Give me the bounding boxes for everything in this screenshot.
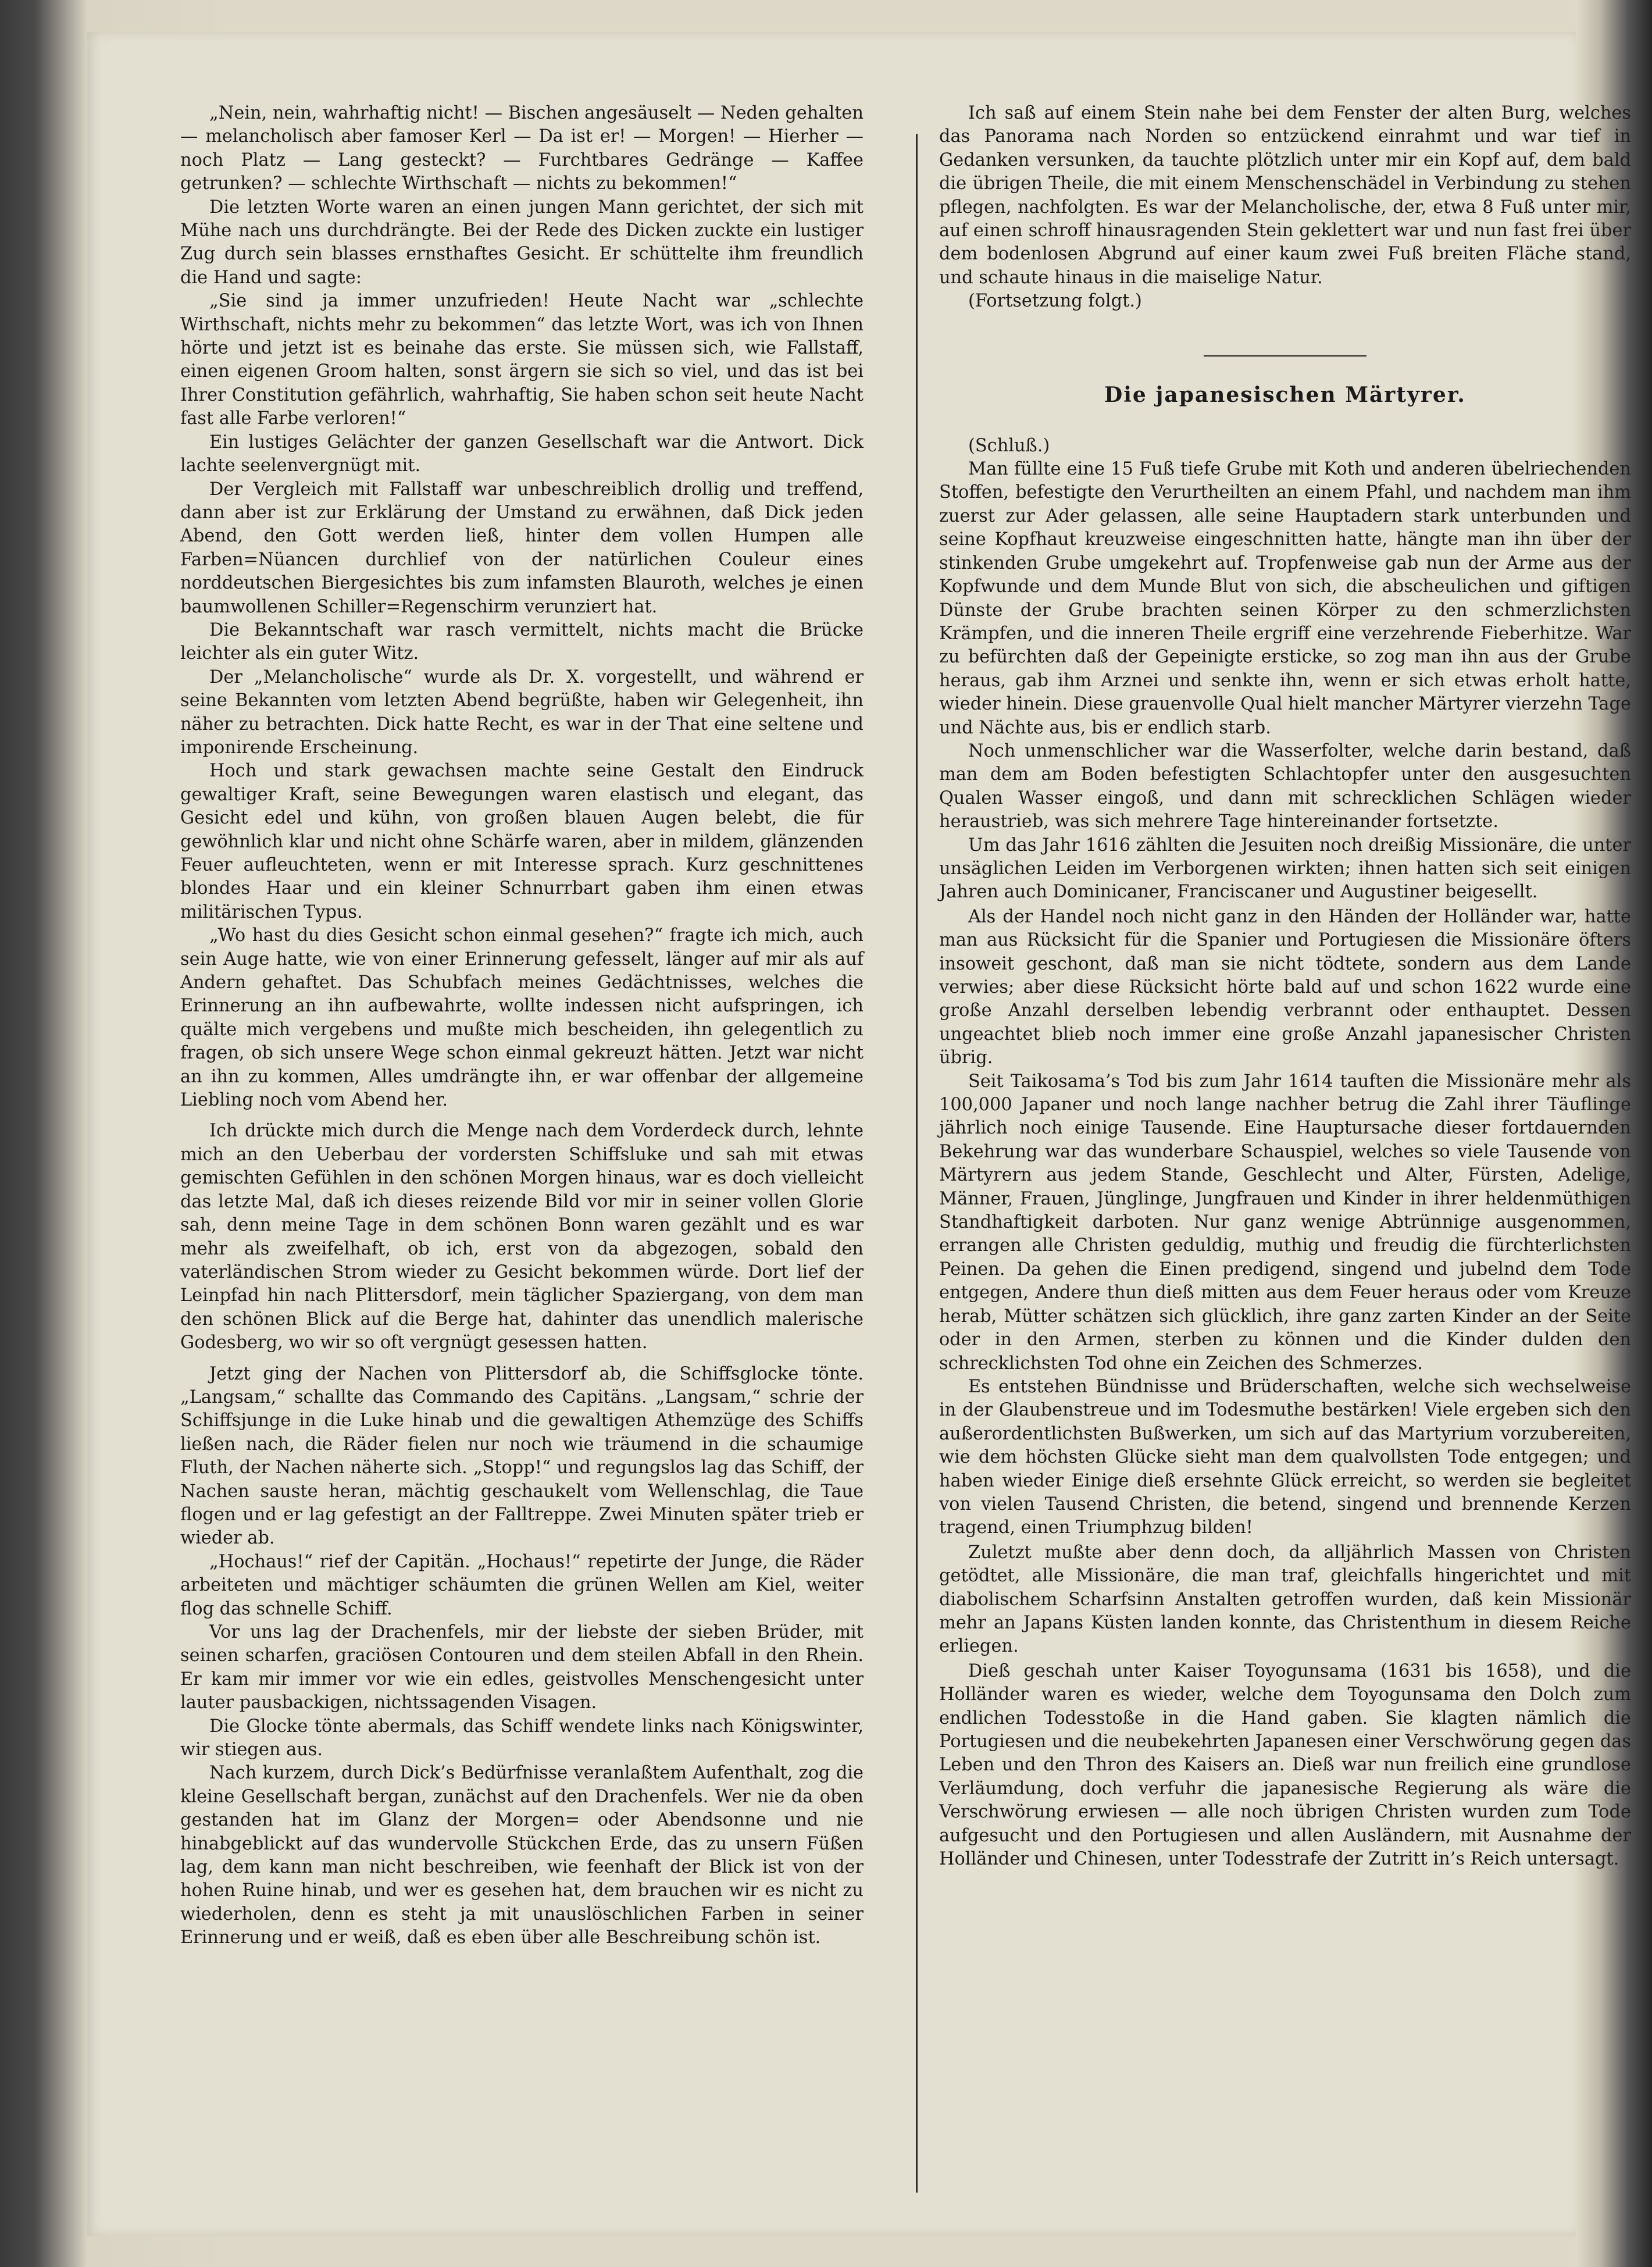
story-paragraph: Die Glocke tönte abermals, das Schiff wendete links nach Königswinter, wir stiegen aus. (180, 1716, 864, 1760)
story-paragraph: Jetzt ging der Nachen von Plittersdorf ab, die Schiffsglocke tönte. „Langsam,“ schallte das Commando des Capitäns. „Langsam,“ schrie der Schiffsjunge in die Luke hinab und die gewaltigen Athemzüge des Schiffs ließen nach, die Räder fielen nur noch wie träumend in die schaumige Fluth, der Nachen näherte sich. „Stopp!“ und regungslos lag das Schiff, der Nachen sauste heran, mächtig geschaukelt vom Wellenschlag, die Taue flogen und er lag gefestigt an der Falltreppe. Zwei Minuten später trieb er wieder ab. (180, 1363, 864, 1549)
article-title: Die japanesischen Märtyrer. (1104, 382, 1466, 407)
story-paragraph: Nach kurzem, durch Dick’s Bedürfnisse veranlaßtem Aufenthalt, zog die kleine Gesellschaft bergan, zunächst auf den Drachenfels. Wer nie da oben gestanden hat im Glanz der Morgen= oder Abendsonne und nie hinabgeblickt auf das wundervolle Stückchen Erde, das zu unsern Füßen lag, dem kann man nicht beschreiben, wie feenhaft der Blick ist von der hohen Ruine hinab, und wer es gesehen hat, dem brauchen wir es nicht zu wiederholen, denn es steht ja mit unauslöschlichen Farben in seiner Erinnerung und er weiß, daß es eben über alle Beschreibung schön ist. (180, 1763, 864, 1948)
article-paragraph: Dieß geschah unter Kaiser Toyogunsama (1631 bis 1658), und die Holländer waren es wieder, welche dem Toyogunsama den Dolch zum endlichen Todesstoße in die Hand gaben. Sie klagten nämlich die Portugiesen und die neubekehrten Japanesen einer Verschwörung gegen das Leben und den Thron des Kaisers an. Dieß war nun freilich eine grundlose Verläumdung, doch verfuhr die japanesische Regierung als wäre die Verschwörung erwiesen — alle noch übrigen Christen wurden zum Tode aufgesucht und den Portugiesen und allen Ausländern, mit Ausnahme der Holländer und Chinesen, unter Todesstrafe der Zutritt in’s Reich untersagt. (939, 1660, 1631, 1870)
article-paragraph: Um das Jahr 1616 zählten die Jesuiten noch dreißig Missionäre, die unter unsäglichen Leiden im Verborgenen wirkten; ihnen hatten sich seit einigen Jahren auch Dominicaner, Franciscaner und Augustiner beigesellt. (939, 835, 1631, 903)
article-subtitle: (Schluß.) (968, 435, 1050, 456)
section-separator (1204, 355, 1366, 357)
story-paragraph: „Nein, nein, wahrhaftig nicht! — Bischen angesäuselt — Neden gehalten — melancholisch aber famoser Kerl — Da ist er! — Morgen! — Hierher — noch Platz — Lang gesteckt? — Furchtbares Gedränge — Kaffee getrunken? — schlechte Wirthschaft — nichts zu bekommen!“ (180, 103, 864, 194)
story-paragraph: Ich saß auf einem Stein nahe bei dem Fenster der alten Burg, welches das Panorama nach Norden so entzückend einrahmt und war tief in Gedanken versunken, da tauchte plötzlich unter mir ein Kopf auf, dem bald die übrigen Theile, die mit einem Menschenschädel in Verbindung zu stehen pflegen, nachfolgten. Es war der Melancholische, der, etwa 8 Fuß unter mir, auf einen schroff hinausragenden Stein geklettert war und nun fast frei über dem bodenlosen Abgrund auf einer kaum zwei Fuß breiten Fläche stand, und schaute hinaus in die maiselige Natur. (939, 103, 1631, 288)
article-paragraph: Es entstehen Bündnisse und Brüderschaften, welche sich wechselweise in der Glaubenstreue und im Todesmuthe bestärken! Viele ergeben sich den außerordentlichsten Bußwerken, um sich auf das Martyrium vorzubereiten, wie dem höchsten Glücke sieht man dem qualvollsten Tode entgegen; und haben wieder Einige dieß ersehnte Glück erreicht, so werden sie begleitet von vielen Tausend Christen, die betend, singend und brennende Kerzen tragend, einen Triumphzug bilden! (939, 1376, 1631, 1538)
article-body (939, 458, 1631, 1871)
article-paragraph: Zuletzt mußte aber denn doch, da alljährlich Massen von Christen getödtet, alle Missionäre, die man traf, gleichfalls hingerichtet und mit diabolischem Scharfsinn Anstalten getroffen wurden, daß kein Missionär mehr an Japans Küsten landen konnte, das Christenthum in diesem Reiche erliegen. (939, 1542, 1631, 1657)
story-paragraph: Die Bekanntschaft war rasch vermittelt, nichts macht die Brücke leichter als ein guter Witz. (180, 619, 864, 664)
continuation-note: (Fortsetzung folgt.) (968, 291, 1142, 312)
story-paragraph: Ich drückte mich durch die Menge nach dem Vorderdeck durch, lehnte mich an den Ueberbau der vordersten Schiffsluke und sah mit etwas gemischten Gefühlen in den schönen Morgen hinaus, war es doch vielleicht das letzte Mal, daß ich dieses reizende Bild vor mir in seiner vollen Glorie sah, denn meine Tage in dem schönen Bonn waren gezählt und es war mehr als zweifelhaft, ob ich, erst von da abgezogen, sobald den vaterländischen Strom wieder zu Gesicht bekommen würde. Dort lief der Leinpfad hin nach Plittersdorf, mein täglicher Spaziergang, von dem man den schönen Blick auf die Berge hat, dahinter das unendlich malerische Godesberg, wo wir so oft vergnügt gesessen hatten. (180, 1121, 864, 1353)
left-column (180, 102, 864, 1950)
story-paragraph: Der „Melancholische“ wurde als Dr. X. vorgestellt, und während er seine Bekannten vom letzten Abend begrüßte, haben wir Gelegenheit, ihn näher zu betrachten. Dick hatte Recht, es war in der That eine seltene und imponirende Erscheinung. (180, 666, 864, 758)
article-paragraph: Als der Handel noch nicht ganz in den Händen der Holländer war, hatte man aus Rücksicht für die Spanier und Portugiesen die Missionäre öfters insoweit geschont, daß man sie nicht tödtete, sondern aus dem Lande verwies; aber diese Rücksicht hörte bald auf und schon 1622 wurde eine große Anzahl derselben lebendig verbrannt oder enthauptet. Dessen ungeachtet blieb noch immer eine große Anzahl japanesischer Christen übrig. (939, 906, 1631, 1068)
story-paragraph: Hoch und stark gewachsen machte seine Gestalt den Eindruck gewaltiger Kraft, seine Bewegungen waren elastisch und elegant, das Gesicht edel und kühn, von großen blauen Augen belebt, die für gewöhnlich klar und nicht ohne Schärfe waren, aber in mildem, glänzenden Feuer aufleuchteten, wenn er mit Interesse sprach. Kurz geschnittenes blondes Haar und ein kleiner Schnurrbart gaben ihm einen etwas militärischen Typus. (180, 761, 864, 922)
right-column (939, 102, 1631, 1871)
article-paragraph: Noch unmenschlicher war die Wasserfolter, welche darin bestand, daß man dem am Boden befestigten Schlachtopfer unter den ausgesuchten Qualen Wasser eingoß, und dann mit schrecklichen Schlägen wieder heraustrieb, was sich mehrere Tage hintereinander fortsetzte. (939, 740, 1631, 832)
column-divider (916, 134, 918, 2193)
article-paragraph: Seit Taikosama’s Tod bis zum Jahr 1614 tauften die Missionäre mehr als 100,000 Japaner und noch lange nachher betrug die Zahl ihrer Täuflinge jährlich noch einige Tausende. Eine Hauptursache dieser fortdauernden Bekehrung war das wunderbare Schauspiel, welches so viele Tausende von Märtyrern aus jedem Stande, Geschlecht und Alter, Fürsten, Adelige, Männer, Frauen, Jünglinge, Jungfrauen und Kinder in ihrer heldenmüthigen Standhaftigkeit darboten. Nur ganz wenige Abtrünnige ausgenommen, errangen alle Christen geduldig, muthig und freudig die fürchterlichsten Peinen. Da gehen die Einen predigend, singend und jubelnd dem Tode entgegen, Andere thun dieß mitten aus dem Feuer heraus oder vom Kreuze herab, Mütter schätzen sich glücklich, ihre ganz zarten Kinder an der Seite oder in den Armen, sterben zu können und die Kinder dulden den schrecklichsten Tod ohne ein Zeichen des Schmerzes. (939, 1071, 1631, 1374)
story-paragraph: Der Vergleich mit Fallstaff war unbeschreiblich drollig und treffend, dann aber ist zur Erklärung der Umstand zu erwähnen, daß Dick jeden Abend, den Gott werden ließ, hinter dem vollen Humpen alle Farben=Nüancen durchlief von der natürlichen Couleur eines norddeutschen Biergesichtes bis zum infamsten Blauroth, welches je einen baumwollenen Schiller=Regenschirm verunziert hat. (180, 479, 864, 617)
article-paragraph: Man füllte eine 15 Fuß tiefe Grube mit Koth und anderen übelriechenden Stoffen, befestigte den Verurtheilten an einem Pfahl, und nachdem man ihm zuerst zur Ader gelassen, alle seine Hauptadern stark unterbunden und seine Kopfhaut kreuzweise eingeschnitten hatte, hängte man ihn über der stinkenden Grube umgekehrt auf. Tropfenweise gab nun der Arme aus der Kopfwunde und dem Munde Blut von sich, die abscheulichen und giftigen Dünste der Grube brachten seinen Körper zu den schmerzlichsten Krämpfen, und die inneren Theile ergriff eine verzehrende Fieberhitze. War zu befürchten daß der Gepeinigte ersticke, so zog man ihn aus der Grube heraus, gab ihm Arznei und senkte ihn, wenn er sich etwas erholt hatte, wieder hinein. Diese grauenvolle Qual hielt mancher Märtyrer vierzehn Tage und Nächte aus, bis er endlich starb. (939, 459, 1631, 738)
story-paragraph: Ein lustiges Gelächter der ganzen Gesellschaft war die Antwort. Dick lachte seelenvergnügt mit. (180, 432, 864, 476)
story-paragraph: „Sie sind ja immer unzufrieden! Heute Nacht war „schlechte Wirthschaft, nichts mehr zu bekommen“ das letzte Wort, was ich von Ihnen hörte und jetzt ist es beinahe das erste. Sie müssen sich, wie Fallstaff, einen eigenen Groom halten, sonst ärgern sie sich so viel, und das ist bei Ihrer Constitution gefährlich, wahrhaftig, Sie haben schon seit heute Nacht fast alle Farbe verloren!“ (180, 291, 864, 429)
story-paragraph: „Hochaus!“ rief der Capitän. „Hochaus!“ repetirte der Junge, die Räder arbeiteten und mächtiger schäumten die grünen Wellen am Kiel, weiter flog das schnelle Schiff. (180, 1551, 864, 1619)
story-paragraph: Die letzten Worte waren an einen jungen Mann gerichtet, der sich mit Mühe nach uns durchdrängte. Bei der Rede des Dicken zuckte ein lustiger Zug durch sein blasses ernsthaftes Gesicht. Er schüttelte ihm freundlich die Hand und sagte: (180, 197, 864, 288)
story-paragraph: „Wo hast du dies Gesicht schon einmal gesehen?“ fragte ich mich, auch sein Auge hatte, wie von einer Erinnerung gefesselt, länger auf mir als auf Andern gehaftet. Das Schubfach meines Gedächtnisses, welches die Erinnerung an ihn aufbewahrte, wollte indessen nicht aufspringen, ich quälte mich vergebens und mußte mich bescheiden, ihn gelegentlich zu fragen, ob sich unsere Wege schon einmal gekreuzt hätten. Jetzt war nicht an ihn zu kommen, Alles umdrängte ihn, er war offenbar der allgemeine Liebling noch vom Abend her. (180, 925, 864, 1111)
story-paragraph: Vor uns lag der Drachenfels, mir der liebste der sieben Brüder, mit seinen scharfen, graciösen Contouren und dem steilen Abfall in den Rhein. Er kam mir immer vor wie ein edles, geistvolles Menschengesicht unter lauter pausbackigen, nichtssagenden Visagen. (180, 1622, 864, 1713)
